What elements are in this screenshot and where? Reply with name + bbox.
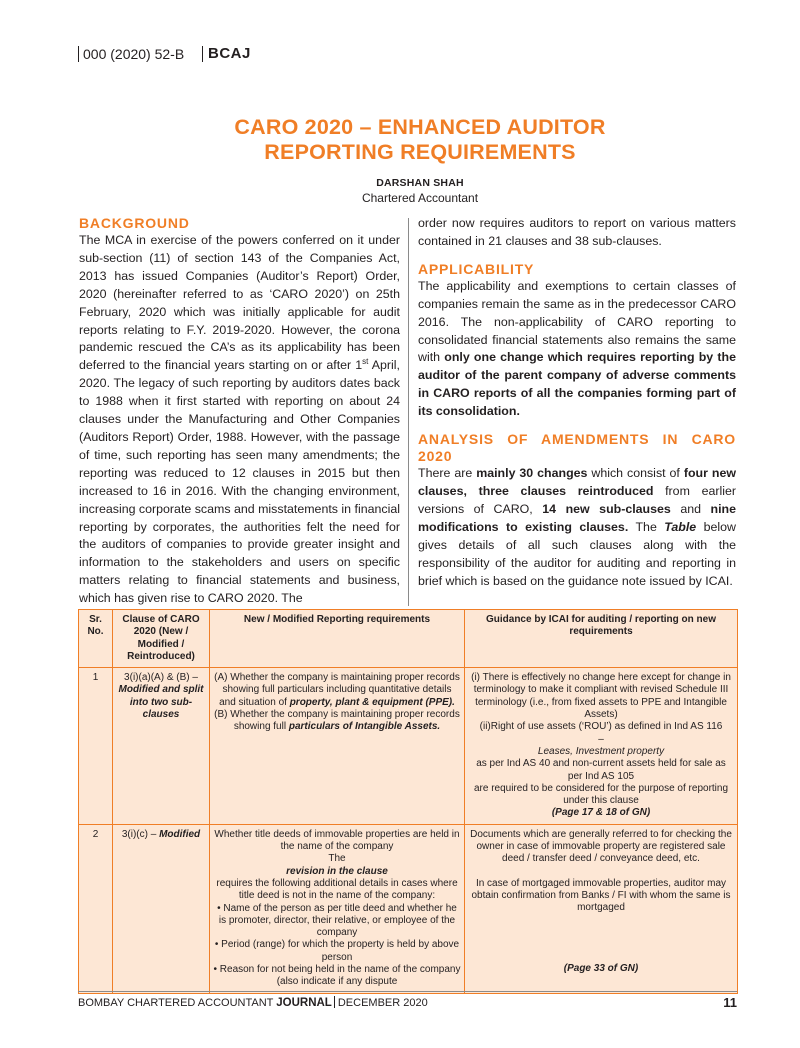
col-header-requirements: New / Modified Reporting requirements (210, 610, 465, 668)
table-row (79, 824, 738, 993)
author-designation: Chartered Accountant (361, 191, 479, 205)
table-row (79, 668, 738, 825)
table-header-row (79, 610, 738, 668)
col-header-guidance: Guidance by ICAI for auditing / reporting on new requirements (465, 610, 738, 668)
footer-issue: DECEMBER 2020 (337, 997, 428, 1009)
amendments-table (78, 609, 738, 994)
cell-guidance: Documents which are generally referred to for checking the owner in case of immovable property are registered sale deed / transfer deed / conveyance deed, etc. In case of mortgaged immovable properties, auditor may obtain confirmation from Banks / FI with whom the same is mortgaged (Page 33 of GN) (465, 824, 738, 993)
analysis-paragraph: There are mainly 30 changes which consist of four new clauses, three clauses reintroduced from earlier versions of CARO, 14 new sub-clauses and nine modifications to existing clauses. The Table below gives details of all such clauses along with the responsibility of the auditor for auditing and reporting in brief which is based on the guidance note issued by ICAI. (418, 466, 737, 588)
footer-rule (78, 991, 737, 992)
background-continuation: order now requires auditors to report on various matters contained in 21 clauses and 38 sub-clauses. (418, 216, 736, 248)
cell-sr: 2 (79, 824, 113, 993)
header-divider (202, 46, 203, 62)
column-divider (408, 218, 409, 606)
footer-journal: JOURNAL (276, 997, 332, 1009)
title-line: REPORTING REQUIREMENTS (264, 140, 576, 164)
cell-requirements: (A) Whether the company is maintaining proper records showing full particulars including quantitative details and situation of property, plant & equipment (PPE). (B) Whether the company is maintaining proper records showing full particulars of Intangible Assets. (210, 668, 465, 825)
footer-divider (334, 996, 335, 1008)
cell-clause: 3(i)(a)(A) & (B) – Modified and split into two sub-clauses (113, 668, 210, 825)
cell-clause: 3(i)(c) – Modified (113, 824, 210, 993)
title-line: CARO 2020 – ENHANCED AUDITOR (234, 115, 606, 139)
section-heading-applicability: APPLICABILITY (418, 260, 535, 277)
cell-guidance: (i) There is effectively no change here except for change in terminology to make it compliant with revised Schedule III terminology (i.e., from fixed assets to PPE and Intangible Assets) (ii)Right of use assets (‘ROU’) as defined in Ind AS 116 – Leases, Investment property as per Ind AS 40 and non-current assets held for sale as per Ind AS 105 are required to be considered for the purpose of reporting under this clause (Page 17 & 18 of GN) (465, 668, 738, 825)
col-header-clause: Clause of CARO 2020 (New / Modified / Reintroduced) (113, 610, 210, 668)
cell-requirements: Whether title deeds of immovable properties are held in the name of the company The revision in the clause requires the following additional details in cases where title deed is not in the name of the company: • Name of the person as per title deed and whether he is promoter, director, their relative, or employee of the company • Period (range) for which the property is held by above person • Reason for not being held in the name of the company (also indicate if any dispute (210, 824, 465, 993)
page-number: 11 (723, 995, 737, 1010)
cell-sr: 1 (79, 668, 113, 825)
col-header-sr: Sr. No. (79, 610, 113, 668)
background-paragraph: The MCA in exercise of the powers conferred on it under sub-section (11) of section 143 of the Companies Act, 2013 has issued Companies (Auditor’s Report) Order, 2020 (hereinafter referred to as ‘CARO 2020’) on 25th February, 2020 which was initially applicable for audit reports relating to F.Y. 2019-2020. However, the corona pandemic rescued the CA’s as its applicability has been deferred to the financial years starting on or after 1st April, 2020. The legacy of such reporting by auditors dates back to 1988 when it first started with reporting on about 24 clauses under the Manufacturing and Other Companies (Auditors Report) Order, 1988. However, with the passage of time, such reporting has seen many amendments; the reporting was reduced to 12 clauses in 2015 but then increased to 16 in 2016. With the changing environment, increasing corporate scams and misstatements in financial reporting by corporates, the authorities felt the need for the auditors of companies to provide greater insight and information to the stakeholders and users on specific matters relating to financial statements and business, which has given rise to CARO 2020. The (79, 233, 400, 606)
left-column (79, 215, 400, 608)
right-column (418, 215, 736, 590)
section-heading-analysis: ANALYSIS OF AMENDMENTS IN CARO 2020 (418, 431, 736, 465)
citation-code: 000 (2020) 52-B (83, 46, 185, 62)
running-footer (78, 996, 428, 1010)
journal-brand: BCAJ (208, 45, 251, 62)
section-heading-background: BACKGROUND (79, 215, 190, 231)
superscript: st (362, 357, 369, 367)
footer-publication: BOMBAY CHARTERED ACCOUNTANT (78, 997, 274, 1009)
applicability-paragraph: The applicability and exemptions to certain classes of companies remain the same as in the predecessor CARO 2016. The non-applicability of CARO reporting to consolidated financial statements also remains the same with only one change which requires reporting by the auditor of the parent company of adverse comments in CARO reports of all the companies forming part of its consolidation. (418, 278, 736, 419)
header-divider (78, 46, 79, 62)
author-name: DARSHAN SHAH (376, 177, 464, 189)
article-title (120, 115, 720, 165)
